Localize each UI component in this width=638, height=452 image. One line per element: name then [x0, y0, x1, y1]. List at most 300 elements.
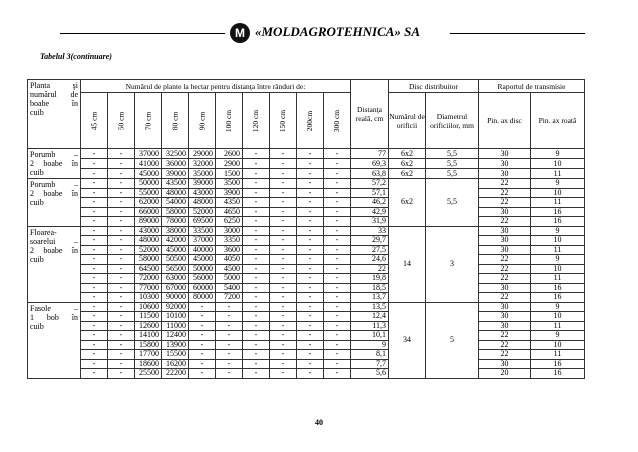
density-cell: - [297, 359, 324, 369]
density-cell: - [270, 274, 297, 284]
density-cell: - [297, 283, 324, 293]
crop-cell [28, 302, 81, 378]
crop-cell [28, 226, 81, 302]
density-cell: - [81, 321, 108, 331]
density-cell: 45000 [135, 169, 162, 179]
density-cell: 15800 [135, 340, 162, 350]
pin-disc-cell: 22 [479, 331, 531, 341]
disc-holes-cell: 34 [389, 302, 426, 378]
density-cell: 55000 [135, 188, 162, 198]
density-cell: - [189, 340, 216, 350]
pin-wheel-cell: 16 [531, 369, 585, 379]
density-cell: - [270, 321, 297, 331]
density-cell: - [297, 188, 324, 198]
density-cell: 43000 [135, 226, 162, 236]
spacing-header [81, 93, 108, 149]
density-cell: - [81, 293, 108, 303]
pin-disc-header: Pin. ax disc [479, 93, 531, 149]
density-cell: - [297, 264, 324, 274]
density-cell: - [81, 149, 108, 159]
table-row [28, 359, 585, 369]
density-cell: - [243, 312, 270, 322]
density-cell: 56000 [189, 274, 216, 284]
density-cell: - [270, 359, 297, 369]
distance-cell: 13,7 [351, 293, 389, 303]
density-cell: - [81, 264, 108, 274]
disc-holes-cell: 6x2 [389, 169, 426, 179]
density-cell: - [324, 369, 351, 379]
density-cell: - [270, 188, 297, 198]
spacing-label: 50 cm [115, 111, 125, 130]
density-cell: 12600 [135, 321, 162, 331]
density-cell: - [324, 293, 351, 303]
density-cell: 15500 [162, 350, 189, 360]
density-cell: - [270, 340, 297, 350]
density-cell: - [108, 236, 135, 246]
density-cell: 48000 [135, 236, 162, 246]
table-row [28, 369, 585, 379]
density-cell: 36000 [162, 159, 189, 169]
pin-wheel-cell: 16 [531, 207, 585, 217]
distance-cell: 57,1 [351, 188, 389, 198]
distance-cell: 69,3 [351, 159, 389, 169]
density-cell: - [108, 179, 135, 189]
density-cell: - [324, 312, 351, 322]
density-cell: - [189, 312, 216, 322]
density-cell: 10100 [162, 312, 189, 322]
page-header [60, 23, 585, 45]
density-cell: - [243, 226, 270, 236]
density-cell: 72000 [135, 274, 162, 284]
density-cell: - [297, 312, 324, 322]
pin-disc-cell: 22 [479, 198, 531, 208]
density-cell: - [108, 188, 135, 198]
density-cell: - [81, 169, 108, 179]
density-cell: 58000 [162, 207, 189, 217]
pin-disc-cell: 30 [479, 236, 531, 246]
disc-diameter-cell: 3 [426, 226, 479, 302]
density-cell: - [243, 169, 270, 179]
density-cell: 17700 [135, 350, 162, 360]
distance-cell: 77 [351, 149, 389, 159]
density-cell: 62000 [135, 198, 162, 208]
density-cell: 12400 [162, 331, 189, 341]
density-cell: - [81, 369, 108, 379]
pin-disc-cell: 30 [479, 159, 531, 169]
distance-cell: 22 [351, 264, 389, 274]
pin-wheel-cell: 9 [531, 179, 585, 189]
table-row [28, 217, 585, 227]
density-cell: - [324, 188, 351, 198]
pin-disc-cell: 30 [479, 207, 531, 217]
density-cell: - [108, 226, 135, 236]
density-cell: - [297, 245, 324, 255]
pin-disc-cell: 30 [479, 226, 531, 236]
disc-holes-cell: 6x2 [389, 149, 426, 159]
distance-cell: 12,4 [351, 312, 389, 322]
pin-disc-cell: 22 [479, 340, 531, 350]
pin-wheel-cell: 10 [531, 264, 585, 274]
pin-wheel-cell: 16 [531, 217, 585, 227]
crop-line: Porumb – [30, 180, 78, 189]
density-cell: 22200 [162, 369, 189, 379]
density-cell: 40000 [189, 245, 216, 255]
pin-disc-cell: 22 [479, 350, 531, 360]
pin-disc-cell: 22 [479, 217, 531, 227]
density-cell: - [324, 283, 351, 293]
density-cell: 14100 [135, 331, 162, 341]
density-cell: - [216, 302, 243, 312]
density-cell: - [81, 245, 108, 255]
spacing-header [243, 93, 270, 149]
table-row [28, 236, 585, 246]
density-cell: 41000 [135, 159, 162, 169]
density-cell: - [216, 312, 243, 322]
density-cell: - [243, 350, 270, 360]
density-cell: - [216, 321, 243, 331]
density-cell: 10600 [135, 302, 162, 312]
density-cell: 4500 [216, 264, 243, 274]
spacing-label: 70 cm [142, 111, 152, 130]
density-cell: 60000 [189, 283, 216, 293]
distance-cell: 18,5 [351, 283, 389, 293]
density-cell: 5000 [216, 274, 243, 284]
density-cell: 13900 [162, 340, 189, 350]
crop-line: Porumb – [30, 150, 78, 159]
density-cell: - [243, 283, 270, 293]
disc-holes-cell: 14 [389, 226, 426, 302]
spacing-label: 90 cm [196, 111, 206, 130]
spacing-label: 150 cm [277, 109, 287, 132]
density-cell: - [108, 169, 135, 179]
density-cell: 37000 [135, 149, 162, 159]
pin-disc-cell: 30 [479, 312, 531, 322]
density-cell: - [108, 217, 135, 227]
density-cell: 11000 [162, 321, 189, 331]
density-cell: - [270, 312, 297, 322]
distance-cell: 7,7 [351, 359, 389, 369]
density-cell: - [108, 149, 135, 159]
spacing-label: 200cm [304, 110, 314, 131]
crop-line: cuib [30, 254, 44, 264]
spacing-header [162, 93, 189, 149]
density-cell: - [324, 245, 351, 255]
density-cell: - [324, 350, 351, 360]
density-cell: - [108, 302, 135, 312]
density-cell: 78000 [162, 217, 189, 227]
density-cell: 90000 [162, 293, 189, 303]
density-cell: 1500 [216, 169, 243, 179]
pin-wheel-cell: 10 [531, 188, 585, 198]
density-cell: 35000 [189, 169, 216, 179]
density-cell: - [108, 283, 135, 293]
density-cell: - [243, 198, 270, 208]
density-cell: 42000 [162, 236, 189, 246]
density-cell: - [81, 274, 108, 284]
crop-line: cuib [30, 198, 44, 207]
density-cell: - [189, 369, 216, 379]
table-row [28, 188, 585, 198]
pin-disc-cell: 30 [479, 321, 531, 331]
page-number: 40 [315, 418, 323, 427]
density-cell: - [243, 340, 270, 350]
density-cell: - [270, 331, 297, 341]
table-row [28, 159, 585, 169]
pin-wheel-cell: 9 [531, 149, 585, 159]
transmission-header: Raportul de transmisie [479, 80, 585, 93]
density-cell: - [324, 217, 351, 227]
table-row [28, 169, 585, 179]
crop-header-line: cuib [30, 108, 44, 117]
density-cell: - [81, 312, 108, 322]
density-cell: 67000 [162, 283, 189, 293]
density-cell: - [324, 207, 351, 217]
density-cell: 18600 [135, 359, 162, 369]
company-logo: M [230, 23, 250, 43]
density-cell: - [216, 331, 243, 341]
spacing-label: 300 cm [331, 109, 341, 132]
table-row [28, 283, 585, 293]
density-cell: - [108, 245, 135, 255]
density-cell: 3900 [216, 188, 243, 198]
density-cell: 45000 [189, 255, 216, 265]
density-cell: 2600 [216, 149, 243, 159]
density-cell: 4050 [216, 255, 243, 265]
density-cell: - [81, 198, 108, 208]
density-cell: 66000 [135, 207, 162, 217]
density-cell: - [108, 321, 135, 331]
pin-wheel-cell: 10 [531, 159, 585, 169]
density-cell: - [297, 321, 324, 331]
density-cell: - [324, 274, 351, 284]
density-cell: - [108, 264, 135, 274]
density-cell: - [324, 359, 351, 369]
company-name: «MOLDAGROTEHNICA» SA [255, 24, 421, 39]
table-row [28, 312, 585, 322]
density-cell: - [324, 255, 351, 265]
density-cell: 50500 [162, 255, 189, 265]
pin-disc-cell: 20 [479, 369, 531, 379]
pin-wheel-cell: 16 [531, 293, 585, 303]
spacing-header [324, 93, 351, 149]
density-cell: - [108, 312, 135, 322]
density-cell: 54000 [162, 198, 189, 208]
density-cell: 38000 [162, 226, 189, 236]
table-row [28, 245, 585, 255]
density-cell: - [324, 340, 351, 350]
crop-header-line: boabe în [30, 99, 78, 108]
distance-cell: 10,1 [351, 331, 389, 341]
density-cell: - [108, 255, 135, 265]
crop-line: Fasole – [30, 303, 78, 313]
density-cell: - [81, 350, 108, 360]
pin-wheel-header: Pin. ax roată [531, 93, 585, 149]
disc-holes-cell: 6x2 [389, 179, 426, 227]
density-cell: 45000 [162, 245, 189, 255]
density-cell: - [270, 255, 297, 265]
disc-diameter-cell: 5,5 [426, 169, 479, 179]
pin-wheel-cell: 10 [531, 340, 585, 350]
density-cell: - [81, 302, 108, 312]
spacing-header [216, 93, 243, 149]
density-cell: 4350 [216, 198, 243, 208]
density-cell: 32500 [162, 149, 189, 159]
density-cell: - [270, 245, 297, 255]
density-cell: - [243, 188, 270, 198]
density-cell: 69500 [189, 217, 216, 227]
distance-cell: 57,2 [351, 179, 389, 189]
density-cell: - [297, 340, 324, 350]
distance-cell: 9 [351, 340, 389, 350]
pin-wheel-cell: 16 [531, 283, 585, 293]
density-cell: 10300 [135, 293, 162, 303]
density-cell: - [243, 274, 270, 284]
pin-wheel-cell: 9 [531, 331, 585, 341]
crop-line: Floarea- [30, 227, 57, 237]
density-cell: - [81, 226, 108, 236]
density-cell: - [270, 198, 297, 208]
density-cell: 16200 [162, 359, 189, 369]
crop-line: 2 boabe în [30, 159, 78, 168]
density-header: Numărul de plante la hectar pentru distanţa între rânduri de: [81, 80, 351, 93]
density-cell: - [297, 159, 324, 169]
density-cell: - [297, 179, 324, 189]
density-cell: - [243, 159, 270, 169]
table-row [28, 264, 585, 274]
distance-cell: 63,8 [351, 169, 389, 179]
density-cell: 29000 [189, 149, 216, 159]
pin-disc-cell: 30 [479, 149, 531, 159]
density-cell: - [108, 293, 135, 303]
density-cell: - [243, 264, 270, 274]
density-cell: - [216, 369, 243, 379]
density-cell: - [270, 226, 297, 236]
density-cell: 11500 [135, 312, 162, 322]
density-cell: - [270, 217, 297, 227]
density-cell: - [81, 283, 108, 293]
density-cell: - [243, 245, 270, 255]
density-cell: 43500 [162, 179, 189, 189]
density-cell: - [297, 198, 324, 208]
pin-disc-cell: 30 [479, 302, 531, 312]
density-cell: - [270, 283, 297, 293]
density-cell: - [297, 226, 324, 236]
density-cell: 4650 [216, 207, 243, 217]
density-cell: - [243, 236, 270, 246]
density-cell: 92000 [162, 302, 189, 312]
density-cell: 33500 [189, 226, 216, 236]
density-cell: 3500 [216, 179, 243, 189]
table-row [28, 149, 585, 159]
table-row [28, 350, 585, 360]
pin-disc-cell: 30 [479, 283, 531, 293]
crop-line: cuib [30, 168, 44, 177]
density-cell: - [81, 340, 108, 350]
density-cell: - [108, 350, 135, 360]
density-cell: - [216, 359, 243, 369]
spacing-header [108, 93, 135, 149]
table-row [28, 179, 585, 189]
header-rule-left [60, 33, 225, 34]
spacing-header [189, 93, 216, 149]
density-cell: - [81, 188, 108, 198]
density-cell: 7200 [216, 293, 243, 303]
density-cell: - [243, 331, 270, 341]
disc-diameter-cell: 5,5 [426, 149, 479, 159]
density-cell: 32000 [189, 159, 216, 169]
pin-disc-cell: 22 [479, 188, 531, 198]
density-cell: - [108, 274, 135, 284]
density-cell: - [270, 179, 297, 189]
density-cell: - [81, 217, 108, 227]
pin-wheel-cell: 9 [531, 226, 585, 236]
disc-diameter-header: Diametrul orificiilor, mm [426, 93, 479, 149]
density-cell: 2900 [216, 159, 243, 169]
density-cell: - [81, 359, 108, 369]
density-cell: - [243, 359, 270, 369]
pin-wheel-cell: 9 [531, 255, 585, 265]
pin-wheel-cell: 11 [531, 245, 585, 255]
density-cell: 80000 [189, 293, 216, 303]
distance-cell: 5,6 [351, 369, 389, 379]
density-cell: - [270, 236, 297, 246]
disc-diameter-cell: 5 [426, 302, 479, 378]
density-cell: - [108, 207, 135, 217]
distance-cell: 31,9 [351, 217, 389, 227]
density-cell: - [270, 293, 297, 303]
density-cell: - [324, 198, 351, 208]
density-cell: - [81, 236, 108, 246]
density-cell: - [270, 169, 297, 179]
header-row-1 [28, 80, 585, 93]
density-cell: 56500 [162, 264, 189, 274]
density-cell: - [297, 255, 324, 265]
density-cell: - [243, 369, 270, 379]
density-cell: - [189, 331, 216, 341]
density-cell: - [189, 321, 216, 331]
density-cell: 64500 [135, 264, 162, 274]
pin-wheel-cell: 11 [531, 169, 585, 179]
density-cell: - [243, 255, 270, 265]
density-cell: - [108, 359, 135, 369]
distance-cell: 27,5 [351, 245, 389, 255]
density-cell: - [243, 149, 270, 159]
table-row [28, 331, 585, 341]
density-cell: - [270, 264, 297, 274]
pin-wheel-cell: 11 [531, 198, 585, 208]
density-cell: - [324, 236, 351, 246]
distance-cell: 8,1 [351, 350, 389, 360]
density-cell: - [108, 369, 135, 379]
distance-header: Distanţa reală, cm [351, 80, 389, 149]
table-row [28, 293, 585, 303]
crop-cell [28, 179, 81, 227]
pin-disc-cell: 22 [479, 255, 531, 265]
distance-cell: 29,7 [351, 236, 389, 246]
density-cell: 3000 [216, 226, 243, 236]
density-cell: - [270, 159, 297, 169]
header-row-2 [28, 93, 585, 149]
density-cell: - [270, 302, 297, 312]
crop-line: soarelui – [30, 236, 78, 246]
density-cell: 58000 [135, 255, 162, 265]
density-cell: - [81, 207, 108, 217]
pin-wheel-cell: 16 [531, 359, 585, 369]
density-cell: 48000 [189, 198, 216, 208]
density-cell: - [324, 159, 351, 169]
distance-cell: 42,9 [351, 207, 389, 217]
density-cell: - [297, 302, 324, 312]
